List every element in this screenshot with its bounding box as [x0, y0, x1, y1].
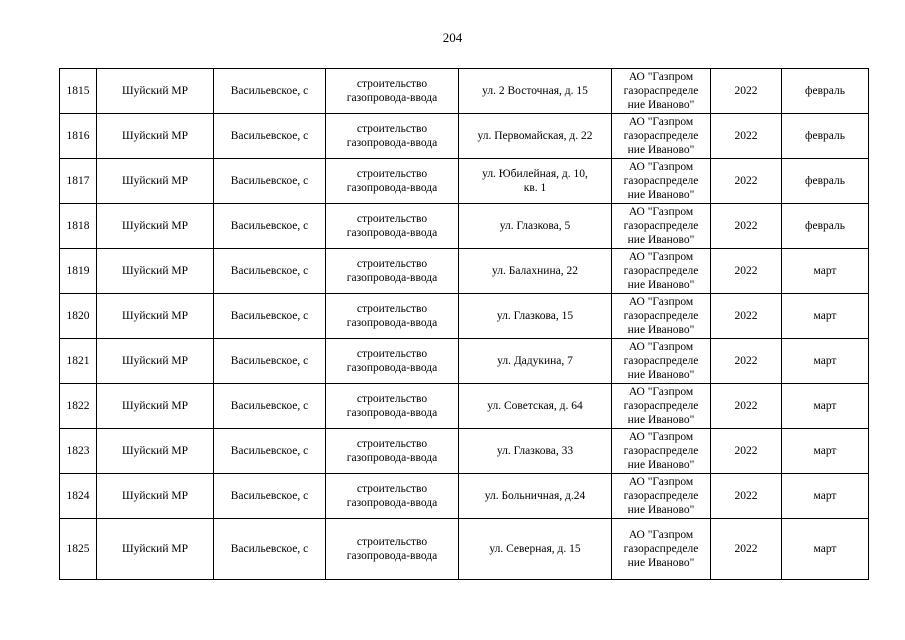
settlement-text: Васильевское, с	[230, 85, 309, 97]
year-text: 2022	[734, 85, 758, 97]
row-number-cell	[60, 294, 97, 339]
table-row	[60, 294, 869, 339]
settlement-cell	[214, 519, 326, 580]
table-row	[60, 429, 869, 474]
year-text: 2022	[734, 543, 758, 555]
month-text: март	[813, 445, 837, 457]
table-row	[60, 474, 869, 519]
address-cell	[459, 69, 612, 114]
row-number-cell	[60, 114, 97, 159]
organization-cell	[612, 294, 711, 339]
row-number-cell	[60, 429, 97, 474]
work-type-text: газопровода-ввода	[346, 407, 438, 419]
organization-text: ние Иваново"	[627, 557, 695, 569]
month-cell	[782, 249, 869, 294]
work-type-cell	[326, 429, 459, 474]
work-type-cell	[326, 69, 459, 114]
year-text: 2022	[734, 445, 758, 457]
organization-text: АО "Газпром	[628, 251, 694, 263]
address-cell	[459, 519, 612, 580]
district-cell	[97, 429, 214, 474]
month-cell	[782, 429, 869, 474]
table-row	[60, 159, 869, 204]
work-type-text: газопровода-ввода	[346, 92, 438, 104]
table-row	[60, 384, 869, 429]
settlement-text: Васильевское, с	[230, 490, 309, 502]
address-cell	[459, 384, 612, 429]
month-cell	[782, 339, 869, 384]
work-type-text: газопровода-ввода	[346, 452, 438, 464]
address-text: ул. Балахнина, 22	[492, 265, 578, 277]
page-number: 204	[442, 30, 463, 45]
work-type-cell	[326, 384, 459, 429]
organization-text: АО "Газпром	[628, 296, 694, 308]
work-type-cell	[326, 159, 459, 204]
work-type-cell	[326, 294, 459, 339]
settlement-cell	[214, 249, 326, 294]
work-type-text: строительство	[356, 483, 428, 495]
work-type-text: газопровода-ввода	[346, 362, 438, 374]
settlement-cell	[214, 204, 326, 249]
organization-cell	[612, 384, 711, 429]
organization-text: ние Иваново"	[627, 279, 695, 291]
work-type-text: строительство	[356, 303, 428, 315]
address-cell	[459, 339, 612, 384]
organization-text: АО "Газпром	[628, 431, 694, 443]
organization-cell	[612, 69, 711, 114]
row-number-text: 1817	[66, 175, 90, 187]
settlement-text: Васильевское, с	[230, 265, 309, 277]
work-type-text: строительство	[356, 168, 428, 180]
work-type-cell	[326, 249, 459, 294]
address-text: ул. Глазкова, 33	[496, 445, 574, 457]
district-text: Шуйский МР	[121, 175, 188, 187]
address-cell	[459, 429, 612, 474]
district-cell	[97, 69, 214, 114]
settlement-cell	[214, 339, 326, 384]
organization-text: ние Иваново"	[627, 414, 695, 426]
work-type-text: строительство	[356, 393, 428, 405]
work-type-text: газопровода-ввода	[346, 227, 438, 239]
row-number-text: 1819	[66, 265, 90, 277]
settlement-text: Васильевское, с	[230, 220, 309, 232]
month-cell	[782, 519, 869, 580]
address-text: кв. 1	[523, 182, 547, 194]
year-cell	[711, 249, 782, 294]
address-cell	[459, 114, 612, 159]
work-type-text: строительство	[356, 536, 428, 548]
month-text: март	[813, 355, 837, 367]
month-text: март	[813, 543, 837, 555]
organization-text: газораспределе	[623, 130, 699, 142]
table-row	[60, 339, 869, 384]
address-text: ул. Дадукина, 7	[497, 355, 573, 367]
month-cell	[782, 204, 869, 249]
row-number-cell	[60, 69, 97, 114]
month-text: март	[813, 265, 837, 277]
year-text: 2022	[734, 220, 758, 232]
month-cell	[782, 294, 869, 339]
organization-text: ние Иваново"	[627, 189, 695, 201]
organization-text: газораспределе	[623, 445, 699, 457]
organization-text: ние Иваново"	[627, 234, 695, 246]
month-text: февраль	[805, 175, 845, 187]
district-text: Шуйский МР	[121, 310, 188, 322]
year-cell	[711, 294, 782, 339]
settlement-cell	[214, 384, 326, 429]
year-cell	[711, 69, 782, 114]
organization-text: ние Иваново"	[627, 504, 695, 516]
work-type-text: газопровода-ввода	[346, 317, 438, 329]
settlement-text: Васильевское, с	[230, 400, 309, 412]
settlement-cell	[214, 69, 326, 114]
work-type-text: газопровода-ввода	[346, 182, 438, 194]
address-cell	[459, 249, 612, 294]
organization-text: АО "Газпром	[628, 71, 694, 83]
district-text: Шуйский МР	[121, 265, 188, 277]
address-text: ул. Северная, д. 15	[489, 543, 581, 555]
row-number-cell	[60, 249, 97, 294]
month-text: март	[813, 310, 837, 322]
work-type-text: строительство	[356, 438, 428, 450]
organization-text: ние Иваново"	[627, 459, 695, 471]
district-cell	[97, 519, 214, 580]
gas-connection-schedule-table	[59, 68, 869, 580]
work-type-text: строительство	[356, 123, 428, 135]
row-number-cell	[60, 474, 97, 519]
work-type-text: газопровода-ввода	[346, 550, 438, 562]
settlement-cell	[214, 159, 326, 204]
month-text: март	[813, 490, 837, 502]
district-cell	[97, 384, 214, 429]
organization-text: АО "Газпром	[628, 476, 694, 488]
year-text: 2022	[734, 265, 758, 277]
organization-cell	[612, 114, 711, 159]
district-cell	[97, 159, 214, 204]
row-number-text: 1822	[66, 400, 90, 412]
settlement-text: Васильевское, с	[230, 355, 309, 367]
organization-cell	[612, 249, 711, 294]
year-text: 2022	[734, 490, 758, 502]
year-cell	[711, 114, 782, 159]
row-number-cell	[60, 519, 97, 580]
address-text: ул. Больничная, д.24	[484, 490, 586, 502]
settlement-text: Васильевское, с	[230, 130, 309, 142]
address-text: ул. Советская, д. 64	[487, 400, 583, 412]
district-text: Шуйский МР	[121, 400, 188, 412]
organization-text: газораспределе	[623, 220, 699, 232]
row-number-text: 1825	[66, 543, 90, 555]
work-type-cell	[326, 519, 459, 580]
organization-text: ние Иваново"	[627, 324, 695, 336]
year-text: 2022	[734, 310, 758, 322]
work-type-text: строительство	[356, 348, 428, 360]
organization-cell	[612, 339, 711, 384]
row-number-text: 1816	[66, 130, 90, 142]
district-text: Шуйский МР	[121, 543, 188, 555]
address-cell	[459, 294, 612, 339]
organization-text: АО "Газпром	[628, 529, 694, 541]
year-cell	[711, 474, 782, 519]
row-number-cell	[60, 384, 97, 429]
year-cell	[711, 429, 782, 474]
year-cell	[711, 339, 782, 384]
work-type-text: строительство	[356, 78, 428, 90]
work-type-text: газопровода-ввода	[346, 497, 438, 509]
organization-text: ние Иваново"	[627, 99, 695, 111]
district-text: Шуйский МР	[121, 490, 188, 502]
organization-cell	[612, 159, 711, 204]
district-cell	[97, 204, 214, 249]
organization-text: газораспределе	[623, 310, 699, 322]
year-text: 2022	[734, 355, 758, 367]
address-text: ул. Глазкова, 15	[496, 310, 574, 322]
row-number-text: 1824	[66, 490, 90, 502]
district-text: Шуйский МР	[121, 130, 188, 142]
organization-text: газораспределе	[623, 355, 699, 367]
address-cell	[459, 474, 612, 519]
row-number-text: 1815	[66, 85, 90, 97]
work-type-text: газопровода-ввода	[346, 137, 438, 149]
month-cell	[782, 114, 869, 159]
work-type-cell	[326, 114, 459, 159]
month-text: февраль	[805, 220, 845, 232]
organization-cell	[612, 429, 711, 474]
row-number-cell	[60, 159, 97, 204]
organization-text: АО "Газпром	[628, 386, 694, 398]
district-cell	[97, 339, 214, 384]
year-cell	[711, 159, 782, 204]
table-row	[60, 519, 869, 580]
organization-text: газораспределе	[623, 400, 699, 412]
district-text: Шуйский МР	[121, 445, 188, 457]
work-type-cell	[326, 474, 459, 519]
organization-text: газораспределе	[623, 543, 699, 555]
organization-text: газораспределе	[623, 265, 699, 277]
table-row	[60, 69, 869, 114]
address-text: ул. Юбилейная, д. 10,	[482, 168, 588, 180]
settlement-cell	[214, 429, 326, 474]
organization-text: АО "Газпром	[628, 161, 694, 173]
organization-text: газораспределе	[623, 85, 699, 97]
work-type-text: газопровода-ввода	[346, 272, 438, 284]
row-number-text: 1823	[66, 445, 90, 457]
year-text: 2022	[734, 400, 758, 412]
table-row	[60, 114, 869, 159]
row-number-text: 1818	[66, 220, 90, 232]
settlement-cell	[214, 474, 326, 519]
row-number-cell	[60, 339, 97, 384]
organization-text: газораспределе	[623, 175, 699, 187]
district-cell	[97, 474, 214, 519]
work-type-cell	[326, 339, 459, 384]
month-text: февраль	[805, 85, 845, 97]
address-text: ул. Глазкова, 5	[499, 220, 571, 232]
organization-text: газораспределе	[623, 490, 699, 502]
row-number-cell	[60, 204, 97, 249]
organization-text: АО "Газпром	[628, 206, 694, 218]
table-body	[60, 69, 869, 580]
year-text: 2022	[734, 130, 758, 142]
organization-text: ние Иваново"	[627, 369, 695, 381]
settlement-text: Васильевское, с	[230, 310, 309, 322]
organization-text: АО "Газпром	[628, 341, 694, 353]
settlement-text: Васильевское, с	[230, 445, 309, 457]
address-text: ул. 2 Восточная, д. 15	[482, 85, 588, 97]
district-cell	[97, 249, 214, 294]
address-text: ул. Первомайская, д. 22	[477, 130, 593, 142]
row-number-text: 1820	[66, 310, 90, 322]
district-text: Шуйский МР	[121, 85, 188, 97]
year-cell	[711, 384, 782, 429]
address-cell	[459, 204, 612, 249]
district-text: Шуйский МР	[121, 355, 188, 367]
organization-cell	[612, 474, 711, 519]
district-cell	[97, 114, 214, 159]
year-text: 2022	[734, 175, 758, 187]
work-type-text: строительство	[356, 258, 428, 270]
table-row	[60, 249, 869, 294]
month-text: март	[813, 400, 837, 412]
year-cell	[711, 519, 782, 580]
organization-cell	[612, 519, 711, 580]
month-cell	[782, 474, 869, 519]
month-cell	[782, 69, 869, 114]
address-cell	[459, 159, 612, 204]
organization-cell	[612, 204, 711, 249]
settlement-text: Васильевское, с	[230, 543, 309, 555]
district-text: Шуйский МР	[121, 220, 188, 232]
settlement-cell	[214, 294, 326, 339]
year-cell	[711, 204, 782, 249]
organization-text: АО "Газпром	[628, 116, 694, 128]
organization-text: ние Иваново"	[627, 144, 695, 156]
settlement-text: Васильевское, с	[230, 175, 309, 187]
month-cell	[782, 159, 869, 204]
table-row	[60, 204, 869, 249]
month-cell	[782, 384, 869, 429]
work-type-text: строительство	[356, 213, 428, 225]
settlement-cell	[214, 114, 326, 159]
work-type-cell	[326, 204, 459, 249]
district-cell	[97, 294, 214, 339]
month-text: февраль	[805, 130, 845, 142]
row-number-text: 1821	[66, 355, 90, 367]
